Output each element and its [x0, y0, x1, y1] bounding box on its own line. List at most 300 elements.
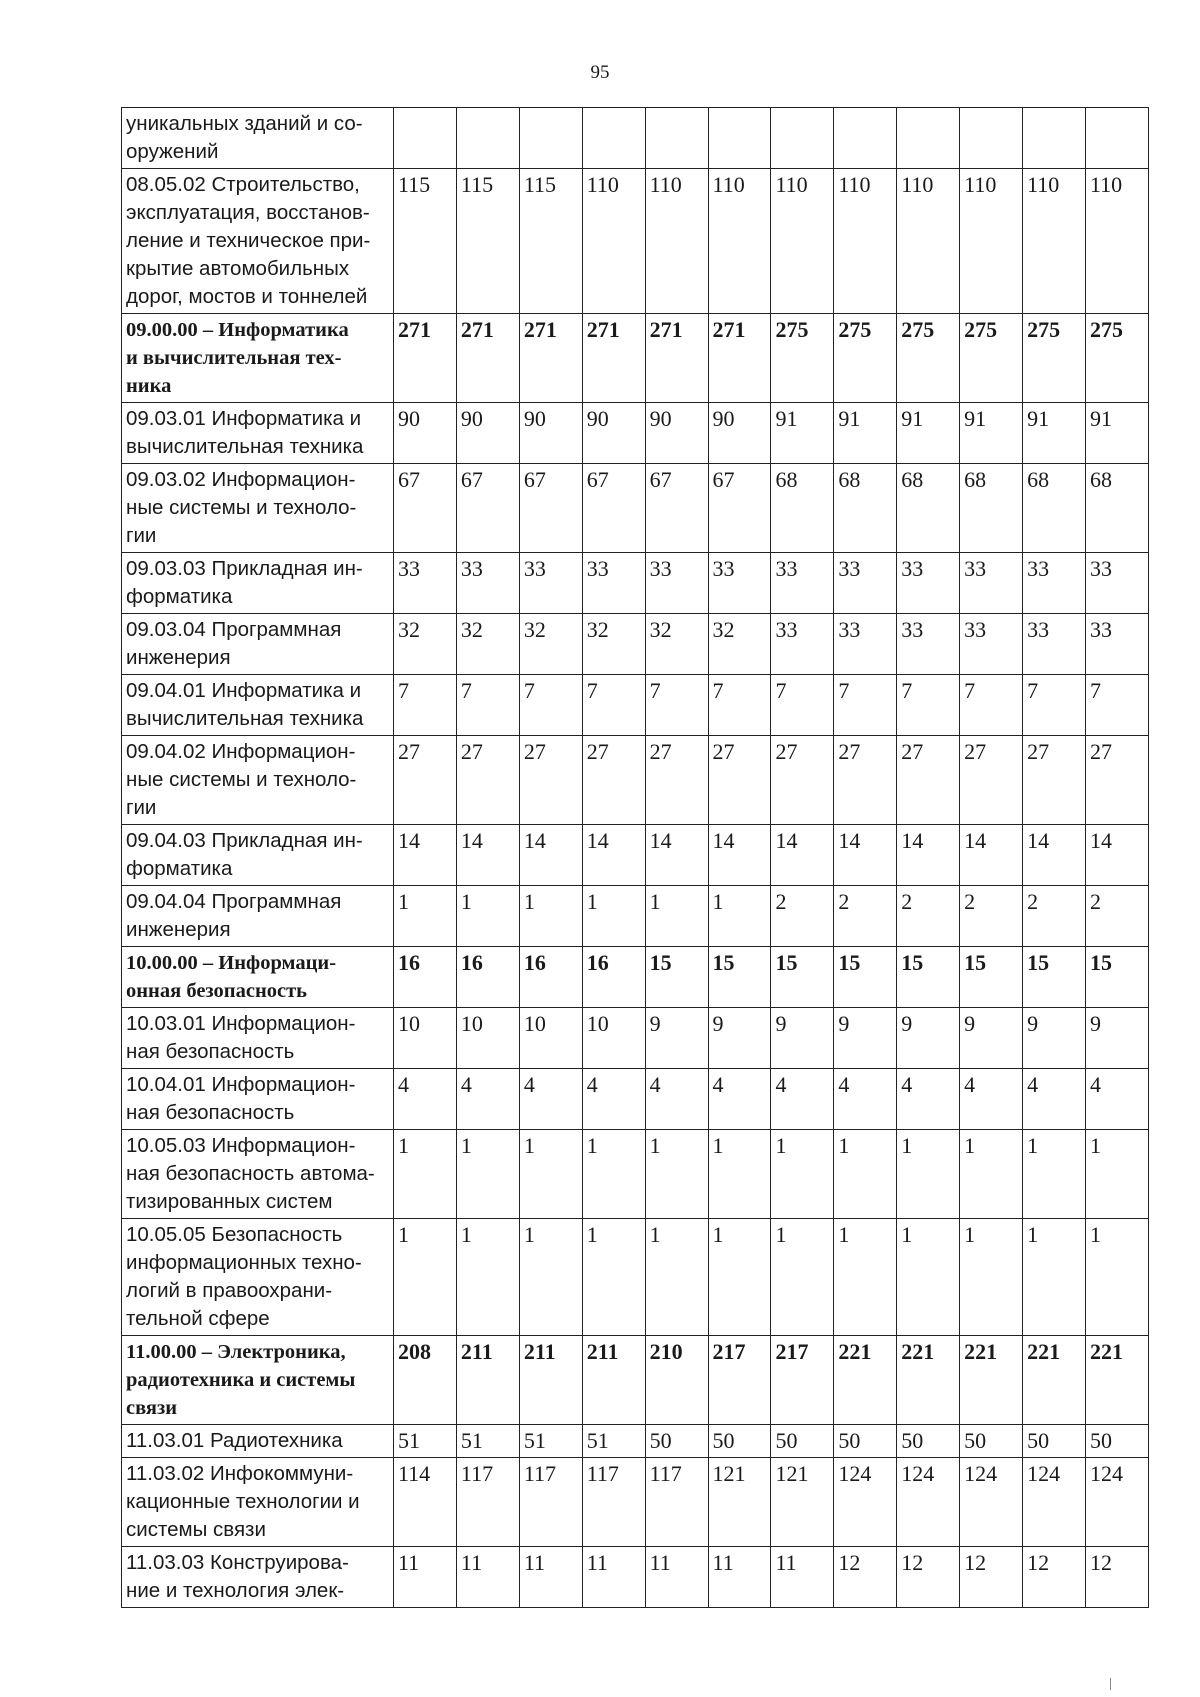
value-cell: 14 — [456, 825, 519, 886]
value-cell: 10 — [456, 1008, 519, 1069]
value-cell: 1 — [394, 1219, 457, 1336]
value-cell: 33 — [1085, 553, 1148, 614]
value-cell: 33 — [1023, 614, 1086, 675]
table-row — [122, 736, 1149, 825]
value-cell: 1 — [708, 1130, 771, 1219]
value-cell: 50 — [708, 1425, 771, 1458]
value-cell: 14 — [1023, 825, 1086, 886]
value-cell: 10 — [519, 1008, 582, 1069]
table-row — [122, 314, 1149, 403]
value-cell: 33 — [960, 614, 1023, 675]
value-cell: 1 — [897, 1130, 960, 1219]
value-cell: 1 — [1023, 1219, 1086, 1336]
row-name-line: 09.03.02 Информацион- — [126, 468, 356, 491]
value-cell: 110 — [708, 169, 771, 314]
value-cell — [519, 108, 582, 169]
value-cell: 12 — [1023, 1547, 1086, 1608]
table-row — [122, 886, 1149, 947]
value-cell: 211 — [582, 1336, 645, 1425]
value-cell: 221 — [960, 1336, 1023, 1425]
value-cell: 16 — [582, 947, 645, 1008]
value-cell: 33 — [834, 614, 897, 675]
value-cell — [394, 108, 457, 169]
value-cell: 50 — [960, 1425, 1023, 1458]
value-cell: 33 — [645, 553, 708, 614]
value-cell: 2 — [1023, 886, 1086, 947]
value-cell: 15 — [834, 947, 897, 1008]
value-cell: 90 — [456, 403, 519, 464]
row-name-line: эксплуатация, восстанов- — [126, 201, 370, 224]
value-cell: 110 — [834, 169, 897, 314]
value-cell: 1 — [771, 1130, 834, 1219]
value-cell: 91 — [960, 403, 1023, 464]
value-cell: 11 — [519, 1547, 582, 1608]
value-cell: 1 — [708, 1219, 771, 1336]
value-cell: 9 — [1023, 1008, 1086, 1069]
value-cell: 1 — [519, 1130, 582, 1219]
row-name-line: 09.03.01 Информатика и — [126, 407, 362, 430]
value-cell — [1023, 108, 1086, 169]
row-name-cell — [122, 1008, 394, 1069]
row-name-line: 09.03.03 Прикладная ин- — [126, 557, 363, 580]
value-cell — [456, 108, 519, 169]
value-cell: 1 — [771, 1219, 834, 1336]
value-cell: 7 — [519, 675, 582, 736]
value-cell: 1 — [1023, 1130, 1086, 1219]
value-cell: 67 — [645, 464, 708, 553]
value-cell: 10 — [582, 1008, 645, 1069]
value-cell: 117 — [519, 1458, 582, 1547]
table-row — [122, 169, 1149, 314]
value-cell: 4 — [960, 1069, 1023, 1130]
value-cell: 2 — [771, 886, 834, 947]
value-cell: 33 — [519, 553, 582, 614]
value-cell: 33 — [394, 553, 457, 614]
value-cell: 4 — [394, 1069, 457, 1130]
row-name-cell — [122, 1130, 394, 1219]
value-cell: 7 — [582, 675, 645, 736]
value-cell: 90 — [394, 403, 457, 464]
value-cell: 2 — [960, 886, 1023, 947]
value-cell: 50 — [834, 1425, 897, 1458]
value-cell: 211 — [519, 1336, 582, 1425]
value-cell: 51 — [456, 1425, 519, 1458]
value-cell: 7 — [960, 675, 1023, 736]
row-name-cell — [122, 403, 394, 464]
value-cell: 12 — [897, 1547, 960, 1608]
value-cell: 7 — [897, 675, 960, 736]
value-cell: 4 — [1023, 1069, 1086, 1130]
row-name-cell — [122, 947, 394, 1008]
value-cell: 4 — [1085, 1069, 1148, 1130]
row-name-line: 09.04.01 Информатика и — [126, 679, 362, 702]
value-cell — [960, 108, 1023, 169]
value-cell: 90 — [708, 403, 771, 464]
value-cell: 2 — [897, 886, 960, 947]
value-cell: 14 — [834, 825, 897, 886]
value-cell: 91 — [1085, 403, 1148, 464]
value-cell: 1 — [834, 1130, 897, 1219]
value-cell: 9 — [645, 1008, 708, 1069]
row-name-cell — [122, 736, 394, 825]
row-name-cell — [122, 675, 394, 736]
value-cell: 110 — [1023, 169, 1086, 314]
value-cell: 275 — [834, 314, 897, 403]
value-cell: 115 — [394, 169, 457, 314]
value-cell: 9 — [771, 1008, 834, 1069]
value-cell: 124 — [834, 1458, 897, 1547]
row-name-line: 11.03.02 Инфокоммуни- — [126, 1462, 354, 1485]
value-cell: 11 — [708, 1547, 771, 1608]
row-name-cell — [122, 108, 394, 169]
value-cell: 7 — [708, 675, 771, 736]
row-name-line: вычислительная техника — [126, 435, 364, 458]
value-cell: 117 — [645, 1458, 708, 1547]
value-cell: 14 — [582, 825, 645, 886]
row-name-line: уникальных зданий и со- — [126, 112, 363, 135]
value-cell: 124 — [1085, 1458, 1148, 1547]
value-cell: 1 — [1085, 1130, 1148, 1219]
row-name-line: тизированных систем — [126, 1190, 333, 1213]
row-name-line: форматика — [126, 585, 233, 608]
value-cell: 27 — [1085, 736, 1148, 825]
value-cell: 10 — [394, 1008, 457, 1069]
value-cell: 90 — [519, 403, 582, 464]
value-cell: 67 — [394, 464, 457, 553]
value-cell: 271 — [456, 314, 519, 403]
value-cell: 12 — [834, 1547, 897, 1608]
value-cell: 1 — [456, 886, 519, 947]
value-cell: 67 — [456, 464, 519, 553]
value-cell: 14 — [1085, 825, 1148, 886]
row-name-line: 11.00.00 – Электроника, — [126, 1341, 346, 1363]
value-cell: 15 — [897, 947, 960, 1008]
row-name-cell — [122, 886, 394, 947]
value-cell: 51 — [582, 1425, 645, 1458]
row-name-line: инженерия — [126, 918, 231, 941]
value-cell: 90 — [645, 403, 708, 464]
value-cell: 9 — [834, 1008, 897, 1069]
value-cell: 33 — [960, 553, 1023, 614]
table-row — [122, 553, 1149, 614]
table-row — [122, 825, 1149, 886]
value-cell: 32 — [645, 614, 708, 675]
value-cell: 14 — [645, 825, 708, 886]
value-cell: 117 — [582, 1458, 645, 1547]
value-cell: 1 — [834, 1219, 897, 1336]
row-name-line: форматика — [126, 857, 233, 880]
row-name-cell — [122, 169, 394, 314]
row-name-cell — [122, 1547, 394, 1608]
value-cell: 117 — [456, 1458, 519, 1547]
row-name-line: 10.03.01 Информацион- — [126, 1012, 356, 1035]
value-cell: 15 — [708, 947, 771, 1008]
value-cell: 7 — [645, 675, 708, 736]
value-cell — [582, 108, 645, 169]
value-cell — [1085, 108, 1148, 169]
value-cell: 110 — [1085, 169, 1148, 314]
value-cell: 27 — [960, 736, 1023, 825]
row-name-line: 11.03.03 Конструирова- — [126, 1551, 349, 1574]
value-cell: 1 — [897, 1219, 960, 1336]
row-name-line: гии — [126, 796, 157, 819]
table-row — [122, 675, 1149, 736]
value-cell: 14 — [897, 825, 960, 886]
value-cell: 1 — [519, 1219, 582, 1336]
value-cell: 221 — [1085, 1336, 1148, 1425]
row-name-cell — [122, 314, 394, 403]
table-row — [122, 1547, 1149, 1608]
value-cell: 15 — [1085, 947, 1148, 1008]
value-cell: 211 — [456, 1336, 519, 1425]
table-row — [122, 1336, 1149, 1425]
value-cell: 110 — [582, 169, 645, 314]
table-row — [122, 1425, 1149, 1458]
value-cell: 91 — [834, 403, 897, 464]
value-cell: 208 — [394, 1336, 457, 1425]
row-name-line: ная безопасность — [126, 1040, 295, 1063]
row-name-line: 10.05.03 Информацион- — [126, 1134, 356, 1157]
row-name-line: оружений — [126, 140, 219, 163]
row-name-line: радиотехника и системы — [126, 1369, 356, 1391]
value-cell: 271 — [519, 314, 582, 403]
value-cell: 7 — [771, 675, 834, 736]
table-row — [122, 464, 1149, 553]
value-cell: 50 — [645, 1425, 708, 1458]
row-name-line: 09.03.04 Программная — [126, 618, 342, 641]
table-row — [122, 108, 1149, 169]
value-cell: 33 — [834, 553, 897, 614]
value-cell: 11 — [645, 1547, 708, 1608]
value-cell — [645, 108, 708, 169]
row-name-line: ная безопасность автома- — [126, 1162, 375, 1185]
value-cell: 275 — [960, 314, 1023, 403]
value-cell: 110 — [960, 169, 1023, 314]
table-row — [122, 614, 1149, 675]
table-row — [122, 1458, 1149, 1547]
value-cell: 1 — [582, 886, 645, 947]
value-cell: 16 — [394, 947, 457, 1008]
value-cell: 27 — [708, 736, 771, 825]
value-cell: 1 — [1085, 1219, 1148, 1336]
table-row — [122, 1219, 1149, 1336]
value-cell: 9 — [708, 1008, 771, 1069]
row-name-line: 09.04.02 Информацион- — [126, 740, 356, 763]
value-cell: 4 — [456, 1069, 519, 1130]
value-cell: 275 — [1085, 314, 1148, 403]
value-cell: 4 — [582, 1069, 645, 1130]
row-name-cell — [122, 1336, 394, 1425]
value-cell: 27 — [645, 736, 708, 825]
value-cell: 110 — [897, 169, 960, 314]
value-cell: 217 — [771, 1336, 834, 1425]
value-cell: 1 — [645, 1130, 708, 1219]
value-cell: 33 — [897, 553, 960, 614]
value-cell: 27 — [771, 736, 834, 825]
table-row — [122, 1008, 1149, 1069]
value-cell: 32 — [582, 614, 645, 675]
value-cell: 15 — [1023, 947, 1086, 1008]
value-cell: 67 — [519, 464, 582, 553]
value-cell: 14 — [771, 825, 834, 886]
row-name-line: 10.05.05 Безопасность — [126, 1223, 343, 1246]
value-cell: 4 — [708, 1069, 771, 1130]
row-name-line: ные системы и техноло- — [126, 496, 357, 519]
value-cell: 16 — [456, 947, 519, 1008]
value-cell — [771, 108, 834, 169]
value-cell: 14 — [394, 825, 457, 886]
value-cell: 2 — [834, 886, 897, 947]
row-name-line: кационные технологии и — [126, 1490, 360, 1513]
value-cell: 1 — [582, 1219, 645, 1336]
value-cell: 11 — [394, 1547, 457, 1608]
value-cell: 91 — [897, 403, 960, 464]
value-cell: 51 — [394, 1425, 457, 1458]
value-cell: 33 — [708, 553, 771, 614]
row-name-cell — [122, 1425, 394, 1458]
row-name-line: тельной сфере — [126, 1307, 270, 1330]
value-cell: 32 — [456, 614, 519, 675]
value-cell: 221 — [897, 1336, 960, 1425]
value-cell: 91 — [1023, 403, 1086, 464]
row-name-cell — [122, 1219, 394, 1336]
value-cell: 50 — [771, 1425, 834, 1458]
value-cell: 121 — [771, 1458, 834, 1547]
value-cell: 15 — [771, 947, 834, 1008]
row-name-line: 08.05.02 Строительство, — [126, 173, 360, 196]
value-cell: 7 — [834, 675, 897, 736]
value-cell: 1 — [582, 1130, 645, 1219]
row-name-line: и вычислительная тех- — [126, 347, 342, 369]
value-cell: 9 — [897, 1008, 960, 1069]
value-cell: 14 — [960, 825, 1023, 886]
row-name-line: информационных техно- — [126, 1251, 362, 1274]
value-cell: 33 — [1023, 553, 1086, 614]
value-cell: 27 — [1023, 736, 1086, 825]
row-name-line: 11.03.01 Радиотехника — [126, 1429, 343, 1452]
value-cell: 27 — [834, 736, 897, 825]
value-cell: 1 — [456, 1130, 519, 1219]
value-cell: 68 — [897, 464, 960, 553]
value-cell: 115 — [519, 169, 582, 314]
value-cell: 7 — [394, 675, 457, 736]
value-cell: 4 — [519, 1069, 582, 1130]
value-cell: 4 — [897, 1069, 960, 1130]
row-name-line: вычислительная техника — [126, 707, 364, 730]
value-cell: 33 — [771, 553, 834, 614]
value-cell: 50 — [1085, 1425, 1148, 1458]
value-cell: 16 — [519, 947, 582, 1008]
row-name-line: 09.00.00 – Информатика — [126, 319, 349, 341]
value-cell: 15 — [960, 947, 1023, 1008]
value-cell: 67 — [582, 464, 645, 553]
table-row — [122, 947, 1149, 1008]
value-cell: 32 — [708, 614, 771, 675]
row-name-line: 09.04.04 Программная — [126, 890, 342, 913]
value-cell: 27 — [897, 736, 960, 825]
value-cell: 12 — [960, 1547, 1023, 1608]
value-cell: 1 — [708, 886, 771, 947]
value-cell: 32 — [519, 614, 582, 675]
value-cell: 32 — [394, 614, 457, 675]
row-name-line: логий в правоохрани- — [126, 1279, 333, 1302]
table-row — [122, 1130, 1149, 1219]
value-cell: 221 — [1023, 1336, 1086, 1425]
value-cell: 33 — [897, 614, 960, 675]
value-cell: 33 — [456, 553, 519, 614]
value-cell: 114 — [394, 1458, 457, 1547]
value-cell: 275 — [897, 314, 960, 403]
value-cell: 4 — [645, 1069, 708, 1130]
value-cell: 7 — [1023, 675, 1086, 736]
value-cell: 33 — [771, 614, 834, 675]
value-cell — [834, 108, 897, 169]
row-name-line: связи — [126, 1397, 178, 1419]
value-cell: 1 — [394, 1130, 457, 1219]
value-cell: 27 — [582, 736, 645, 825]
value-cell: 68 — [771, 464, 834, 553]
row-name-cell — [122, 553, 394, 614]
value-cell: 7 — [1085, 675, 1148, 736]
value-cell: 1 — [519, 886, 582, 947]
value-cell: 2 — [1085, 886, 1148, 947]
value-cell: 1 — [960, 1219, 1023, 1336]
value-cell: 68 — [1085, 464, 1148, 553]
row-name-cell — [122, 1458, 394, 1547]
row-name-line: 10.04.01 Информацион- — [126, 1073, 356, 1096]
value-cell — [708, 108, 771, 169]
value-cell: 124 — [1023, 1458, 1086, 1547]
value-cell: 110 — [645, 169, 708, 314]
row-name-line: ные системы и техноло- — [126, 768, 357, 791]
value-cell: 50 — [897, 1425, 960, 1458]
value-cell: 27 — [519, 736, 582, 825]
row-name-line: крытие автомобильных — [126, 257, 350, 280]
value-cell: 121 — [708, 1458, 771, 1547]
value-cell: 9 — [960, 1008, 1023, 1069]
row-name-cell — [122, 825, 394, 886]
value-cell: 11 — [456, 1547, 519, 1608]
value-cell: 11 — [582, 1547, 645, 1608]
row-name-line: ление и техническое при- — [126, 229, 371, 252]
value-cell: 275 — [1023, 314, 1086, 403]
value-cell: 14 — [708, 825, 771, 886]
value-cell: 124 — [897, 1458, 960, 1547]
value-cell: 15 — [645, 947, 708, 1008]
value-cell: 67 — [708, 464, 771, 553]
row-name-line: дорог, мостов и тоннелей — [126, 285, 368, 308]
row-name-line: онная безопасность — [126, 980, 308, 1002]
value-cell: 9 — [1085, 1008, 1148, 1069]
value-cell: 4 — [771, 1069, 834, 1130]
value-cell: 110 — [771, 169, 834, 314]
row-name-line: ника — [126, 375, 172, 397]
value-cell: 33 — [582, 553, 645, 614]
value-cell: 91 — [771, 403, 834, 464]
value-cell: 7 — [456, 675, 519, 736]
row-name-line: инженерия — [126, 646, 231, 669]
table-row — [122, 403, 1149, 464]
value-cell: 68 — [960, 464, 1023, 553]
row-name-line: ние и технология элек- — [126, 1579, 345, 1602]
row-name-line: системы связи — [126, 1518, 266, 1541]
value-cell: 11 — [771, 1547, 834, 1608]
value-cell: 275 — [771, 314, 834, 403]
row-name-line: 10.00.00 – Информаци- — [126, 952, 337, 974]
value-cell: 33 — [1085, 614, 1148, 675]
value-cell: 1 — [645, 886, 708, 947]
value-cell: 27 — [456, 736, 519, 825]
